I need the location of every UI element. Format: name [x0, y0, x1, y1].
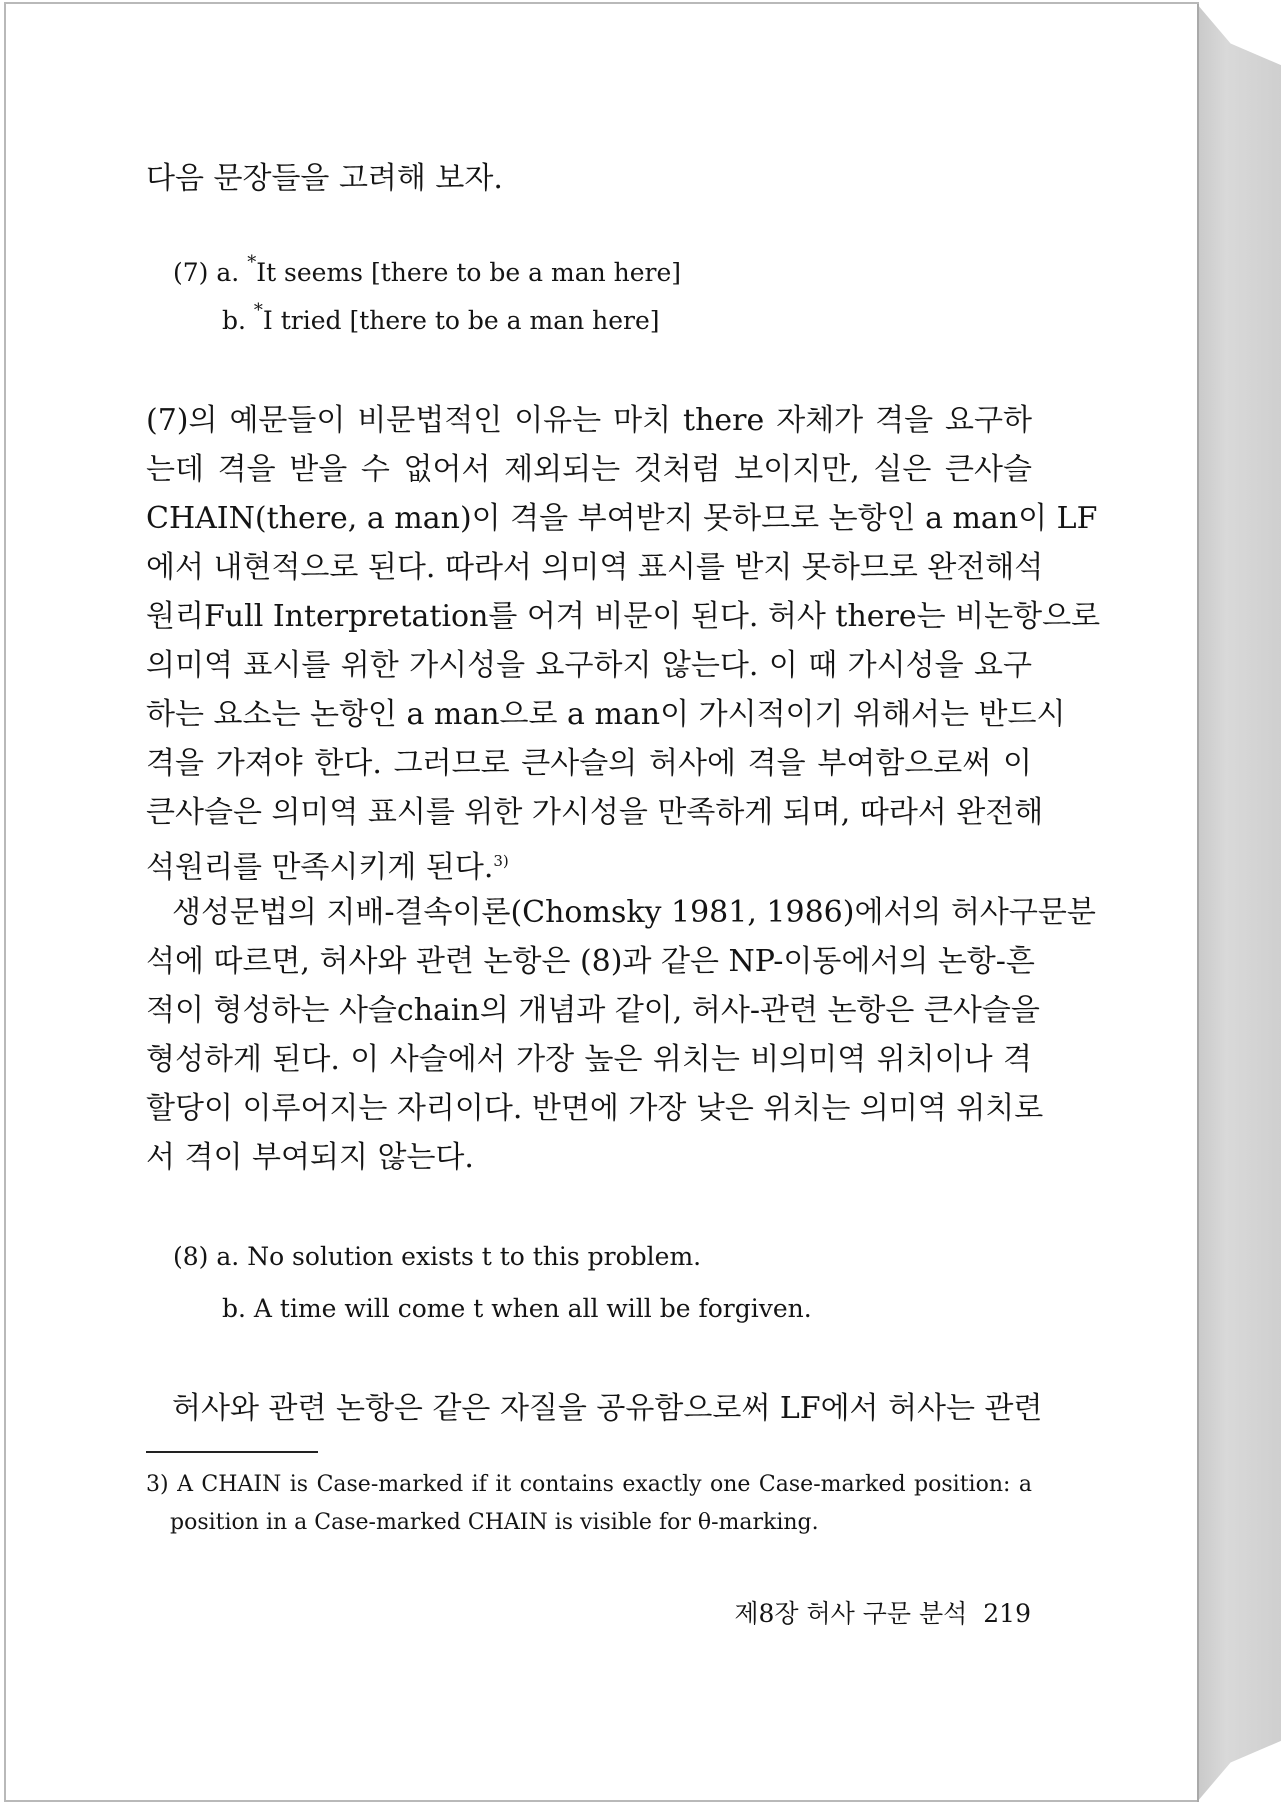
example-7a-text: It seems [there to be a man here] — [256, 258, 682, 287]
example-7b — [222, 300, 660, 339]
example-8b-text: A time will come t when all will be forgiven. — [253, 1294, 812, 1323]
example-8b — [222, 1294, 812, 1324]
example-7b-label: b. — [222, 306, 246, 335]
paragraph-2-line: 생성문법의 지배-결속이론(Chomsky 1981, 1986)에서의 허사구문분 — [172, 895, 1096, 930]
paragraph-2-line: 적이 형성하는 사슬chain의 개념과 같이, 허사-관련 논항은 큰사슬을 — [146, 993, 1040, 1028]
paragraph-2-last-line: 서 격이 부여되지 않는다. — [146, 1140, 474, 1175]
paragraph-1-line: 하는 요소는 논항인 a man으로 a man이 가시적이기 위해서는 반드시 — [146, 697, 1066, 732]
paragraph-2 — [146, 888, 1096, 1182]
example-7a-label: a. — [216, 258, 240, 287]
running-chapter-title: 제8장 허사 구문 분석 — [734, 1599, 968, 1628]
page-number: 219 — [983, 1599, 1031, 1628]
paragraph-2-line: 형성하게 된다. 이 사슬에서 가장 높은 위치는 비의미역 위치이나 격 — [146, 1042, 1032, 1077]
example-7-number: (7) — [173, 258, 209, 287]
footnote-rule — [146, 1451, 318, 1453]
footnote-ref-3: 3) — [493, 852, 509, 870]
paragraph-1-line: 격을 가져야 한다. 그러므로 큰사슬의 허사에 격을 부여함으로써 이 — [146, 746, 1032, 781]
paragraph-1-last-line: 석원리를 만족시키게 된다.$^{3)}$ — [146, 850, 509, 885]
paragraph-2-line: 할당이 이루어지는 자리이다. 반면에 가장 낮은 위치는 의미역 위치로 — [146, 1091, 1044, 1126]
paragraph-1 — [146, 396, 1101, 892]
paragraph-1-line: 큰사슬은 의미역 표시를 위한 가시성을 만족하게 되며, 따라서 완전해 — [146, 795, 1044, 830]
paragraph-1-line: 에서 내현적으로 된다. 따라서 의미역 표시를 받지 못하므로 완전해석 — [146, 550, 1044, 585]
paragraph-1-line: 원리Full Interpretation를 어겨 비문이 된다. 허사 there는 비논항으로 — [146, 599, 1101, 634]
paragraph-1-line: CHAIN(there, a man)이 격을 부여받지 못하므로 논항인 a man이 LF — [146, 501, 1098, 536]
paragraph-3: 허사와 관련 논항은 같은 자질을 공유함으로써 LF에서 허사는 관련 — [172, 1391, 1043, 1426]
example-8b-label: b. — [222, 1294, 246, 1323]
example-8a — [173, 1242, 701, 1272]
paragraph-1-line: (7)의 예문들이 비문법적인 이유는 마치 there 자체가 격을 요구하 — [146, 403, 1032, 438]
example-7b-text: I tried [there to be a man here] — [262, 306, 660, 335]
intro-sentence: 다음 문장들을 고려해 보자. — [146, 161, 503, 196]
example-8-number: (8) — [173, 1242, 209, 1271]
example-8a-label: a. — [216, 1242, 240, 1271]
example-7b-star: * — [253, 300, 263, 321]
footnote-line: position in a Case-marked CHAIN is visible for θ-marking. — [170, 1510, 819, 1535]
example-8a-text: No solution exists t to this problem. — [247, 1242, 702, 1271]
paragraph-1-line: 의미역 표시를 위한 가시성을 요구하지 않는다. 이 때 가시성을 요구 — [146, 648, 1032, 683]
book-page-edge — [1197, 4, 1281, 1802]
page-footer — [734, 1594, 1031, 1630]
footnote-3 — [146, 1466, 1032, 1542]
page-edge-line — [1197, 4, 1199, 1802]
footnote-line: 3) A CHAIN is Case-marked if it contains exactly one Case-marked position: a — [146, 1472, 1032, 1497]
example-7a — [173, 252, 682, 291]
example-7a-star: * — [247, 252, 257, 273]
paragraph-2-line: 석에 따르면, 허사와 관련 논항은 (8)과 같은 NP-이동에서의 논항-흔 — [146, 944, 1035, 979]
paragraph-1-line: 는데 격을 받을 수 없어서 제외되는 것처럼 보이지만, 실은 큰사슬 — [146, 452, 1032, 487]
